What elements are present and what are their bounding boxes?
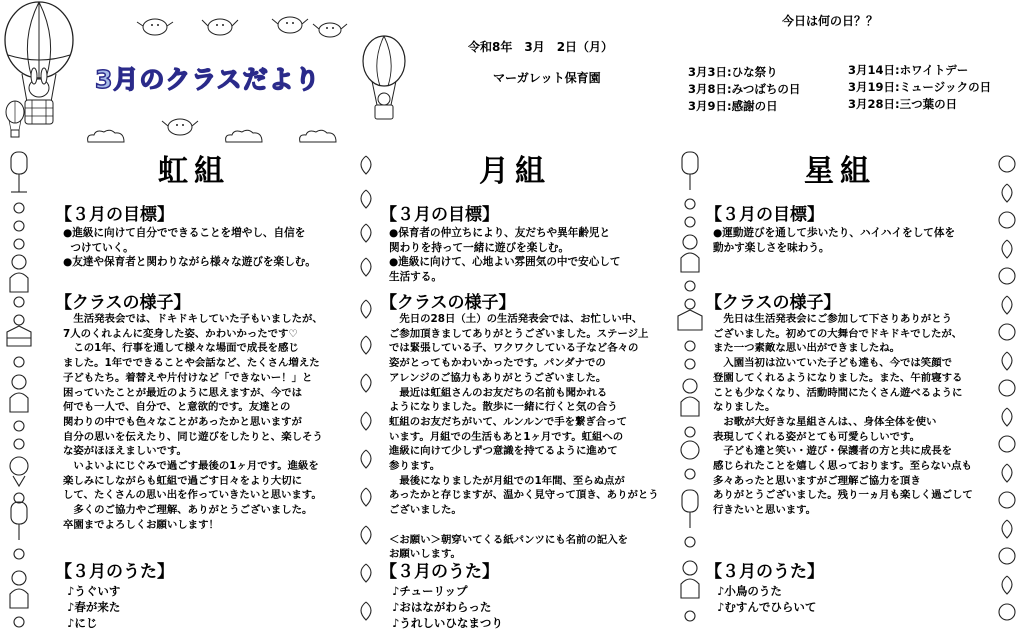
class-status-heading: 【クラスの様子】 (705, 293, 841, 313)
special-days-right (848, 62, 991, 113)
song-list: ♪小鳥のうた ♪むすんでひらいて (717, 584, 817, 614)
song-heading: 【３月のうた】 (55, 562, 174, 582)
hot-air-balloon-icon (360, 33, 408, 133)
class-title-niji: 虹組 (158, 154, 230, 189)
class-title-tsuki: 月組 (479, 154, 551, 189)
special-day: 3月8日:みつばちの日 (688, 82, 801, 96)
special-day: 3月3日:ひな祭り (688, 65, 778, 79)
bird-icon (135, 14, 175, 36)
small-balloon-icon (4, 100, 26, 140)
school-name: マーガレット保育園 (493, 71, 601, 85)
song-heading: 【３月のうた】 (705, 562, 824, 582)
class-title-hoshi: 星組 (804, 154, 876, 189)
special-day: 3月28日:三つ葉の日 (848, 97, 958, 111)
goal-heading: 【３月の目標】 (55, 205, 174, 225)
hinamatsuri-border-right (992, 150, 1022, 635)
class-status-text: 先日は生活発表会にご参加して下さりありがとう ございました。初めての大舞台でドキドキでしたが、 また一つ素敵な思い出ができましたね。 入園当初は泣いていた子ども達も、今では笑顔で 登園してくれるようになりました。また、午前寝する ことも少なくなり、活動時間にたくさん遊べるように なりました。 お歌が大好きな星組さんは、、身体全体を使い 表現してくれる姿がとても可愛らしいです。 子ども達と笑い・遊び・保護者の方と共に成長を 感じられたことを嬉しく思っております。至らない点も 多々あったと思いますがご理解ご協力を頂き ありがとうございました。残り一ヵ月も楽しく過ごして 行きたいと思います。 (713, 313, 973, 517)
bird-icon (160, 113, 200, 137)
class-status-heading: 【クラスの様子】 (55, 293, 191, 313)
special-day: 3月19日:ミュージックの日 (848, 80, 992, 94)
goal-text: ●保育者の仲立ちにより、友だちや異年齢児と 関わりを持って一緒に遊びを楽しむ。 ●進級に向けて、心地よい雰囲気の中で安心して 生活する。 (389, 227, 621, 284)
cloud-icon (222, 128, 266, 144)
goal-heading: 【３月の目標】 (705, 205, 824, 225)
bird-icon (270, 12, 310, 34)
song-heading: 【３月のうた】 (380, 562, 499, 582)
bird-icon (312, 18, 348, 38)
goal-text: ●進級に向けて自分でできることを増やし、自信を つけていく。 ●友達や保育者と関わりながら様々な遊びを楽しむ。 (63, 227, 316, 269)
goal-text: ●運動遊びを通して歩いたり、ハイハイをして体を 動かす楽しさを味わう。 (713, 227, 956, 254)
class-status-text: 生活発表会では、ドキドキしていた子もいましたが、 7人のくれよんに変身した姿、かわいかったです♡ この1年、行事を通して様々な場面で成長を感じ ました。1年でできることや会話など、たくさん増えた 子どもたち。着替えや片付けなど「できないー！」と 困っていたことが最近のように思えますが、今では 何でも一人で、自分で、と意欲的です。友達との 関わりの中でも色々なことがあったかと思いますが 自分の思いを伝えたり、同じ遊びをしたりと、楽しそう な姿がほほえましいです。 いよいよにじぐみで過ごす最後の1ヶ月です。進級を 楽しみにしながらも虹組で過ごす日々をより大切に して、たくさんの思い出を作っていきたいと思います。 多くのご協力やご理解、ありがとうございました。 卒園までよろしくお願いします！ (63, 313, 323, 531)
cloud-icon (296, 128, 340, 144)
class-status-text: 先日の28日（土）の生活発表会では、お忙しい中、 ご参加頂きましてありがとうございました。ステージ上 では緊張している子、ワクワクしている子など各々の 姿がとってもかわいかったです。パンダナでの アレンジのご協力もありがとうございました。 最近は虹組さんのお友だちの名前も聞かれる ようになりました。散歩に一緒に行くと気の合う 虹組のお友だちがいて、ルンルンで手を繋ぎ合って います。月組での生活もあと1ヶ月です。虹組への 進級に向けて少しずつ意識を持てるように進めて 参ります。 最後になりましたが月組での1年間、至らぬ点が あったかと存じますが、温かく見守って頂き、ありがとう ございました。 ＜お願い＞朝穿いてくる紙パンツにも名前の記入を お願いします。 (389, 313, 659, 561)
special-days-left (688, 64, 800, 115)
song-list: ♪うぐいす ♪春が来た ♪にじ (67, 584, 121, 630)
today-heading: 今日は何の日？？ (782, 14, 879, 28)
hinamatsuri-border-middle-left (352, 150, 380, 635)
hinamatsuri-border-middle-right (674, 150, 706, 635)
special-day: 3月9日:感謝の日 (688, 99, 778, 113)
special-day: 3月14日:ホワイトデー (848, 63, 969, 77)
issue-date: 令和8年 3月 2日（月） (468, 40, 614, 54)
hinamatsuri-border-left (2, 150, 36, 635)
song-list: ♪チューリップ ♪おはながわらった ♪うれしいひなまつり (392, 584, 503, 630)
bird-icon (200, 14, 240, 36)
cloud-icon (84, 128, 128, 144)
class-status-heading: 【クラスの様子】 (380, 293, 516, 313)
newsletter-title: 3月のクラスだより (95, 65, 321, 94)
goal-heading: 【３月の目標】 (380, 205, 499, 225)
